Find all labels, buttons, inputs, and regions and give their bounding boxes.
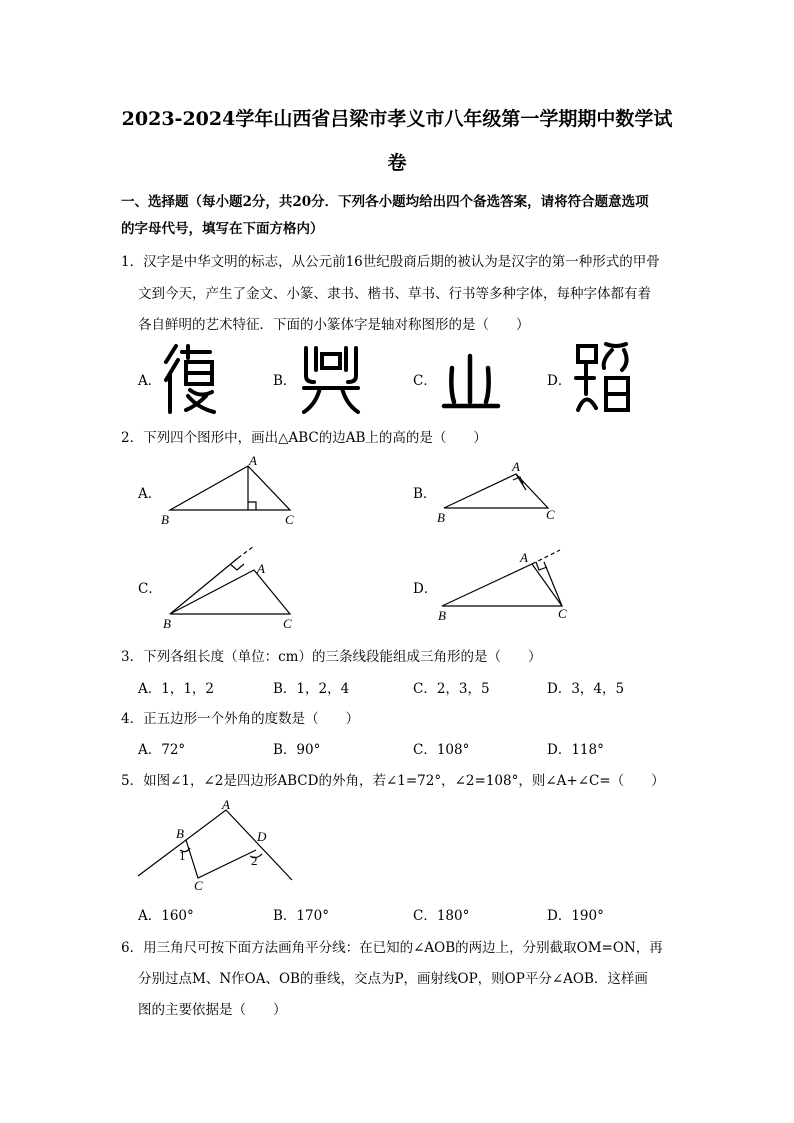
q2a-label-b: B: [161, 512, 169, 527]
q2-figure-a: [158, 452, 308, 527]
q2c-label-c: C: [283, 616, 292, 631]
q6-stem-line2: 分别过点M、N作OA、OB的垂线，交点为P，画射线OP，则OP平分∠AOB．这样画: [138, 971, 648, 987]
section-heading: 一、选择题（每小题2分，共20分．下列各小题均给出四个备选答案，请将符合题意选项: [121, 194, 649, 210]
q2-figure-b: [430, 456, 580, 526]
q5-label-b: B: [176, 826, 184, 841]
q2b-label-a: A: [512, 459, 520, 474]
q3-option-b: B．1，2，4: [273, 681, 350, 697]
seal-char-a-icon: [160, 340, 220, 415]
q2a-label-a: A: [249, 453, 257, 468]
q2-option-c: C．: [138, 581, 162, 597]
seal-char-b-icon: [300, 340, 362, 415]
q5-label-d: D: [257, 829, 267, 844]
q2-option-d: D．: [413, 581, 438, 597]
section-heading-continued: 的字母代号，填写在下面方格内）: [121, 221, 324, 237]
exam-title-continued: 卷: [387, 152, 407, 174]
seal-char-d-icon: [572, 338, 634, 416]
q2c-label-a: A: [257, 561, 265, 576]
q2d-label-b: B: [438, 608, 446, 623]
q1-option-c: C．: [413, 373, 437, 389]
q4-option-d: D．118°: [547, 742, 604, 758]
q3-option-a: A．1，1，2: [138, 681, 215, 697]
q4-option-c: C．108°: [413, 742, 470, 758]
q1-stem-line1: 1．汉字是中华文明的标志，从公元前16世纪殷商后期的被认为是汉字的第一种形式的甲骨: [121, 254, 660, 270]
q3-stem: 3．下列各组长度（单位：cm）的三条线段能组成三角形的是（ ）: [121, 649, 542, 665]
q2a-label-c: C: [285, 512, 294, 527]
q2b-label-b: B: [437, 510, 445, 525]
q2-figure-c: [158, 538, 308, 633]
q5-option-d: D．190°: [547, 908, 604, 924]
q5-option-c: C．180°: [413, 908, 470, 924]
q5-stem: 5．如图∠1，∠2是四边形ABCD的外角，若∠1=72°，∠2=108°，则∠A+∠C=（ ）: [121, 773, 665, 789]
q2-option-b: B．: [413, 486, 437, 502]
q4-option-a: A．72°: [138, 742, 186, 758]
q2-stem: 2．下列四个图形中，画出△ABC的边AB上的高的是（ ）: [121, 430, 487, 446]
q2d-label-a: A: [520, 550, 528, 565]
q4-option-b: B．90°: [273, 742, 321, 758]
q5-option-a: A．160°: [138, 908, 194, 924]
q2c-label-b: B: [163, 616, 171, 631]
q6-stem-line3: 图的主要依据是（ ）: [138, 1002, 287, 1018]
q1-option-a: A．: [138, 373, 162, 389]
seal-char-c-icon: [440, 350, 502, 412]
q3-option-d: D．3，4，5: [547, 681, 625, 697]
q6-stem-line1: 6．用三角尺可按下面方法画角平分线：在已知的∠AOB的两边上，分别截取OM=ON，再: [121, 940, 663, 956]
q2-figure-d: [432, 540, 582, 625]
q1-stem-line3: 各自鲜明的艺术特征．下面的小篆体字是轴对称图形的是（ ）: [138, 317, 530, 333]
exam-title: 2023-2024学年山西省吕梁市孝义市八年级第一学期期中数学试: [121, 108, 673, 130]
q1-option-d: D．: [547, 373, 572, 389]
q5-option-b: B．170°: [273, 908, 329, 924]
q1-stem-line2: 文到今天，产生了金文、小篆、隶书、楷书、草书、行书等多种字体，每种字体都有着: [138, 286, 651, 302]
q2-option-a: A．: [138, 486, 162, 502]
q5-label-a: A: [222, 797, 230, 812]
q5-label-angle-1: 1: [179, 848, 186, 863]
q5-label-angle-2: 2: [251, 853, 258, 868]
q5-figure: [134, 796, 304, 896]
q3-option-c: C．2，3，5: [413, 681, 490, 697]
q4-stem: 4．正五边形一个外角的度数是（ ）: [121, 711, 360, 727]
q2d-label-c: C: [558, 606, 567, 621]
q5-label-c: C: [194, 878, 203, 893]
q2b-label-c: C: [546, 507, 555, 522]
q1-option-b: B．: [273, 373, 297, 389]
